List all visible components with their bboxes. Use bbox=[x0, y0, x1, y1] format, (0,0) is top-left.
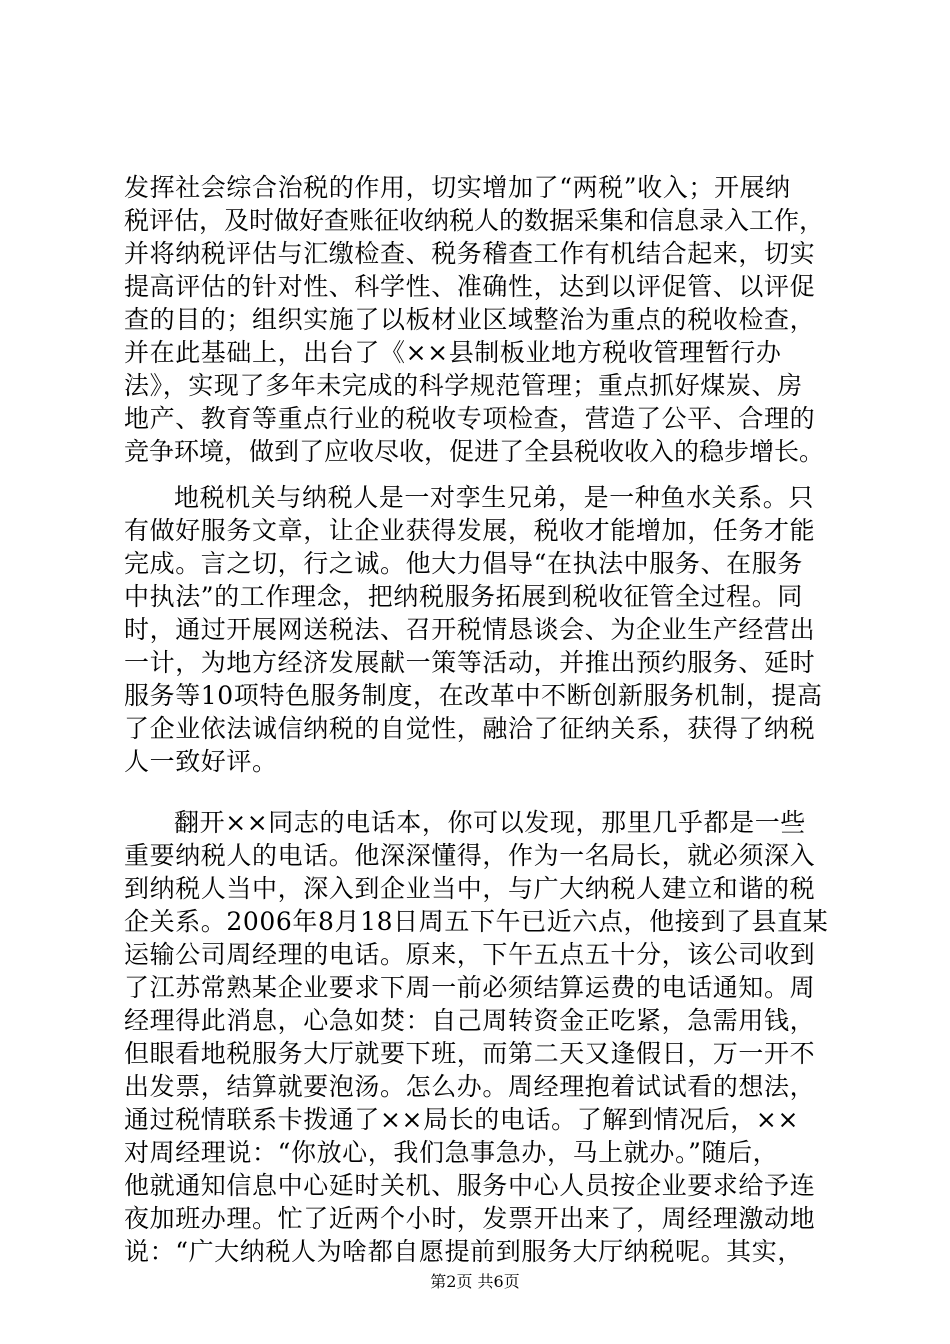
paragraph-2-line: 时，通过开展网送税法、召开税情恳谈会、为企业生产经营出 bbox=[124, 615, 816, 644]
page-footer: 第2页 共6页 bbox=[430, 1272, 520, 1291]
paragraph-2-line: 中执法”的工作理念，把纳税服务拓展到税收征管全过程。同 bbox=[124, 582, 803, 611]
paragraph-2-line: 地税机关与纳税人是一对孪生兄弟，是一种鱼水关系。只 bbox=[174, 483, 815, 512]
paragraph-1-line: 发挥社会综合治税的作用，切实增加了“两税”收入；开展纳 bbox=[124, 173, 791, 202]
paragraph-3-line: 夜加班办理。忙了近两个小时，发票开出来了，周经理激动地 bbox=[124, 1204, 816, 1233]
paragraph-3-line: 了江苏常熟某企业要求下周一前必须结算运费的电话通知。周 bbox=[124, 973, 816, 1002]
paragraph-3 bbox=[124, 806, 836, 1268]
paragraph-2-line: 了企业依法诚信纳税的自觉性，融洽了征纳关系，获得了纳税 bbox=[124, 714, 816, 743]
paragraph-2-line: 人一致好评。 bbox=[124, 747, 278, 776]
paragraph-3-line: 对周经理说：“你放心，我们急事急办，马上就办。”随后， bbox=[124, 1138, 779, 1167]
paragraph-3-line: 运输公司周经理的电话。原来，下午五点五十分，该公司收到 bbox=[124, 940, 816, 969]
paragraph-1-line: 竞争环境，做到了应收尽收，促进了全县税收收入的稳步增长。 bbox=[124, 437, 825, 466]
paragraph-3-line: 重要纳税人的电话。他深深懂得，作为一名局长，就必须深入 bbox=[124, 841, 816, 870]
paragraph-2-line: 有做好服务文章，让企业获得发展，税收才能增加，任务才能 bbox=[124, 516, 816, 545]
paragraph-1 bbox=[124, 171, 836, 468]
paragraph-1-line: 法》，实现了多年未完成的科学规范管理；重点抓好煤炭、房 bbox=[124, 371, 803, 400]
paragraph-2-line: 完成。言之切，行之诚。他大力倡导“在执法中服务、在服务 bbox=[124, 549, 803, 578]
paragraph-3-line: 出发票，结算就要泡汤。怎么办。周经理抱着试试看的想法， bbox=[124, 1072, 816, 1101]
paragraph-2-line: 一计，为地方经济发展献一策等活动，并推出预约服务、延时 bbox=[124, 648, 816, 677]
paragraph-3-line: 说：“广大纳税人为啥都自愿提前到服务大厅纳税呢。其实， bbox=[124, 1237, 803, 1266]
paragraph-3-line: 通过税情联系卡拨通了××局长的电话。了解到情况后，×× bbox=[124, 1105, 799, 1134]
paragraph-1-line: 税评估，及时做好查账征收纳税人的数据采集和信息录入工作， bbox=[124, 206, 825, 235]
paragraph-3-line: 但眼看地税服务大厅就要下班，而第二天又逢假日，万一开不 bbox=[124, 1039, 816, 1068]
paragraph-1-line: 并将纳税评估与汇缴检查、税务稽查工作有机结合起来，切实 bbox=[124, 239, 816, 268]
paragraph-2 bbox=[124, 481, 836, 778]
paragraph-3-line: 企关系。2006年8月18日周五下午已近六点，他接到了县直某 bbox=[124, 907, 829, 936]
paragraph-1-line: 并在此基础上，出台了《××县制板业地方税收管理暂行办 bbox=[124, 338, 782, 367]
paragraph-3-line: 翻开××同志的电话本，你可以发现，那里几乎都是一些 bbox=[174, 808, 806, 837]
paragraph-3-line: 到纳税人当中，深入到企业当中，与广大纳税人建立和谐的税 bbox=[124, 874, 816, 903]
paragraph-3-line: 他就通知信息中心延时关机、服务中心人员按企业要求给予连 bbox=[124, 1171, 816, 1200]
paragraph-1-line: 查的目的；组织实施了以板材业区域整治为重点的税收检查， bbox=[124, 305, 816, 334]
paragraph-1-line: 提高评估的针对性、科学性、准确性，达到以评促管、以评促 bbox=[124, 272, 816, 301]
paragraph-1-line: 地产、教育等重点行业的税收专项检查，营造了公平、合理的 bbox=[124, 404, 816, 433]
paragraph-2-line: 服务等10项特色服务制度，在改革中不断创新服务机制，提高 bbox=[124, 681, 823, 710]
paragraph-3-line: 经理得此消息，心急如焚：自己周转资金正吃紧，急需用钱， bbox=[124, 1006, 816, 1035]
